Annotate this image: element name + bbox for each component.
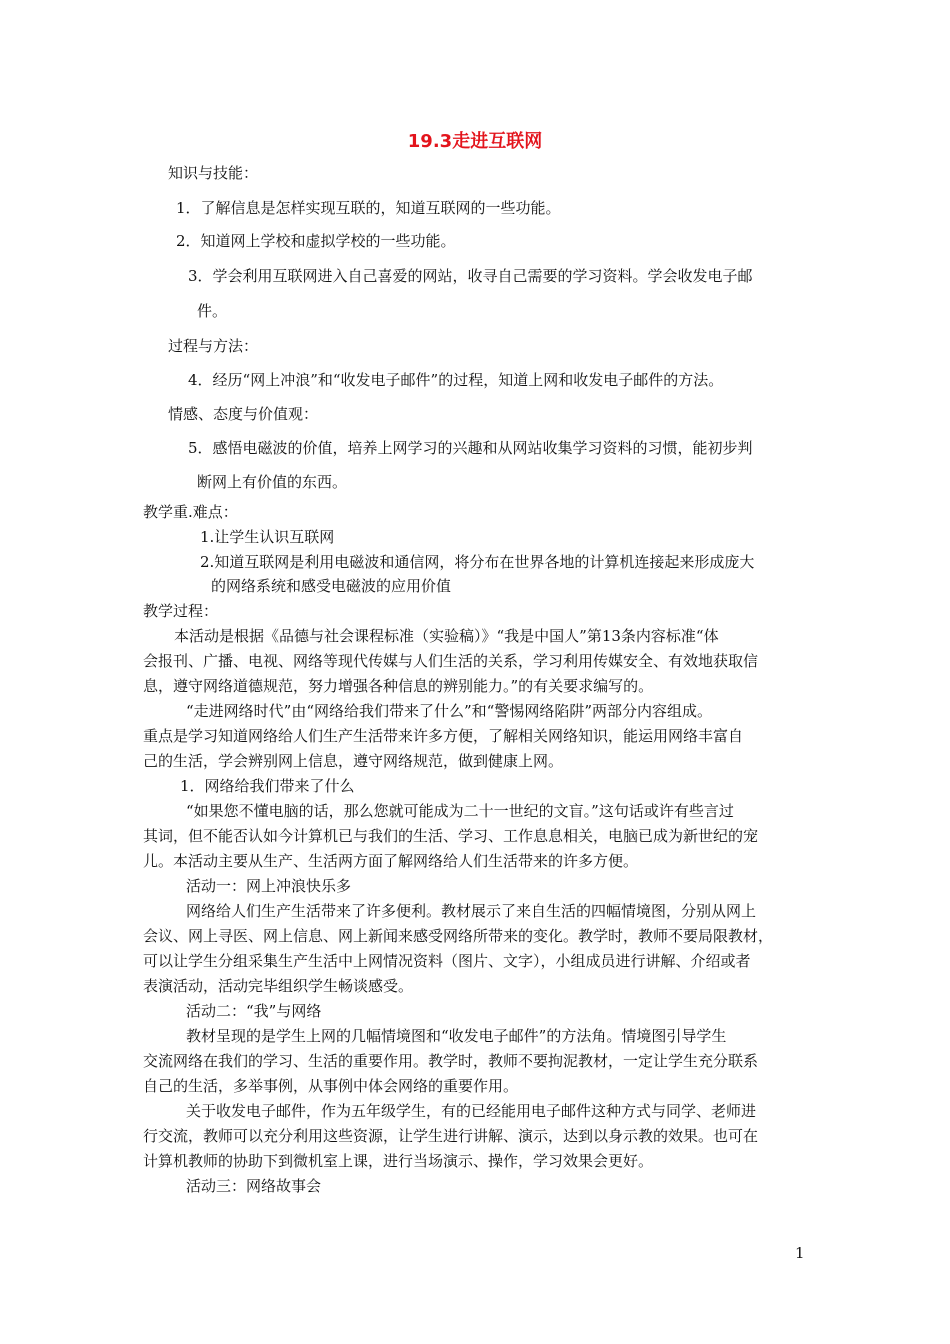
key-point-2-cont: 的网络系统和感受电磁波的应用价值: [211, 577, 452, 595]
section-heading-process: 过程与方法：: [168, 337, 259, 355]
paragraph-line: 己的生活，学会辨别网上信息，遵守网络规范，做到健康上网。: [143, 752, 564, 770]
section-heading-key-points: 教学重.难点：: [143, 503, 238, 521]
objective-item-3-cont: 件。: [197, 302, 228, 320]
key-point-2: 2.知道互联网是利用电磁波和通信网，将分布在世界各地的计算机连接起来形成庞大: [200, 553, 755, 571]
key-point-1: 1.让学生认识互联网: [200, 528, 335, 546]
objective-item-5-cont: 断网上有价值的东西。: [197, 473, 348, 491]
paragraph-line: 本活动是根据《品德与社会课程标准（实验稿）》“我是中国人”第13条内容标准“体: [174, 627, 719, 645]
activity-heading: 活动三：网络故事会: [186, 1177, 322, 1195]
activity-heading: 活动二：“我”与网络: [186, 1002, 322, 1020]
objective-item-1: 1．了解信息是怎样实现互联的，知道互联网的一些功能。: [176, 199, 561, 217]
page-number: 1: [795, 1244, 805, 1262]
objective-item-4: 4．经历“网上冲浪”和“收发电子邮件”的过程，知道上网和收发电子邮件的方法。: [188, 371, 724, 389]
section-heading-attitude: 情感、态度与价值观：: [168, 405, 319, 423]
section-heading-knowledge: 知识与技能：: [168, 164, 259, 182]
paragraph-line: 会报刊、广播、电视、网络等现代传媒与人们生活的关系，学习利用传媒安全、有效地获取信: [143, 652, 759, 670]
paragraph-line: “走进网络时代”由“网络给我们带来了什么”和“警惕网络陷阱”两部分内容组成。: [186, 702, 713, 720]
paragraph-line: 会议、网上寻医、网上信息、网上新闻来感受网络所带来的变化。教学时，教师不要局限教材，: [143, 927, 774, 945]
activity-heading: 活动一：网上冲浪快乐多: [186, 877, 352, 895]
paragraph-line: 重点是学习知道网络给人们生产生活带来许多方便，了解相关网络知识，能运用网络丰富自: [143, 727, 744, 745]
document-title: 19.3走进互联网: [407, 131, 543, 152]
objective-item-3: 3．学会利用互联网进入自己喜爱的网站，收寻自己需要的学习资料。学会收发电子邮: [188, 267, 753, 285]
paragraph-line: 交流网络在我们的学习、生活的重要作用。教学时，教师不要拘泥教材，一定让学生充分联系: [143, 1052, 759, 1070]
section-heading-teaching-process: 教学过程：: [143, 602, 219, 620]
subsection-heading: 1．网络给我们带来了什么: [180, 777, 355, 795]
paragraph-line: 计算机教师的协助下到微机室上课，进行当场演示、操作，学习效果会更好。: [143, 1152, 654, 1170]
objective-item-5: 5．感悟电磁波的价值，培养上网学习的兴趣和从网站收集学习资料的习惯，能初步判: [188, 439, 753, 457]
paragraph-line: 其词，但不能否认如今计算机已与我们的生活、学习、工作息息相关，电脑已成为新世纪的宠: [143, 827, 759, 845]
paragraph-line: 教材呈现的是学生上网的几幅情境图和“收发电子邮件”的方法角。情境图引导学生: [186, 1027, 727, 1045]
paragraph-line: 表演活动，活动完毕组织学生畅谈感受。: [143, 977, 414, 995]
paragraph-line: 关于收发电子邮件，作为五年级学生，有的已经能用电子邮件这种方式与同学、老师进: [186, 1102, 757, 1120]
paragraph-line: 网络给人们生产生活带来了许多便利。教材展示了来自生活的四幅情境图，分别从网上: [186, 902, 757, 920]
paragraph-line: 儿。本活动主要从生产、生活两方面了解网络给人们生活带来的许多方便。: [143, 852, 639, 870]
paragraph-line: “如果您不懂电脑的话，那么您就可能成为二十一世纪的文盲。”这句话或许有些言过: [186, 802, 734, 820]
paragraph-line: 自己的生活，多举事例，从事例中体会网络的重要作用。: [143, 1077, 519, 1095]
paragraph-line: 息，遵守网络道德规范，努力增强各种信息的辨别能力。”的有关要求编写的。: [143, 677, 654, 695]
paragraph-line: 行交流，教师可以充分利用这些资源，让学生进行讲解、演示，达到以身示教的效果。也可在: [143, 1127, 759, 1145]
paragraph-line: 可以让学生分组采集生产生活中上网情况资料（图片、文字），小组成员进行讲解、介绍或者: [143, 952, 751, 970]
objective-item-2: 2．知道网上学校和虚拟学校的一些功能。: [176, 232, 456, 250]
